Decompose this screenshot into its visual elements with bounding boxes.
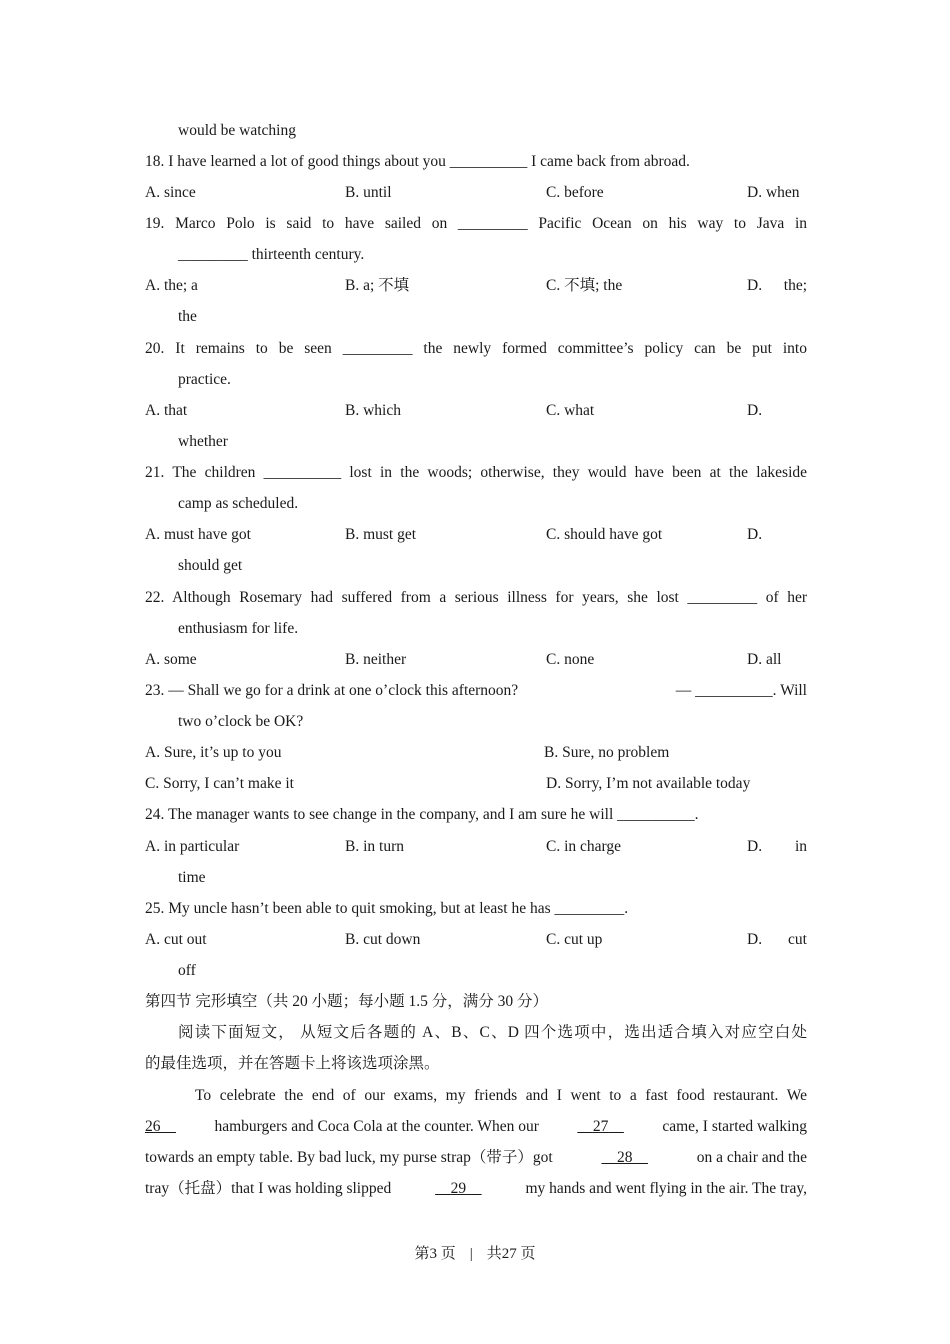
passage-text: my hands and went flying in the air. The tray, [525,1180,807,1197]
passage-text: on a chair and the [696,1149,807,1166]
question-20: 20. It remains to be seen _________ the newly formed committee’s policy can be put into [145,340,807,357]
q20-option-c: C. what [546,402,595,419]
q18-option-c: C. before [546,184,604,201]
q18-option-a: A. since [145,184,196,201]
q24-option-b: B. in turn [345,838,404,855]
question-19-cont: _________ thirteenth century. [178,246,365,263]
question-22: 22. Although Rosemary had suffered from a serious illness for years, she lost _________ of her [145,589,807,606]
blank-27: 27 [592,1118,609,1135]
question-23-reply: — __________. Will [675,682,807,699]
q20-option-d-continued: whether [178,433,228,450]
q21-option-b: B. must get [345,526,417,543]
q22-option-c: C. none [546,651,595,668]
question-21-cont: camp as scheduled. [178,495,299,512]
q19-option-d-continued: the [178,308,197,325]
q23-option-d: D. Sorry, I’m not available today [546,775,751,792]
passage-text: came, I started walking [662,1118,807,1135]
q19-option-d: D. the; [747,277,807,294]
q22-option-d: D. all [747,651,782,668]
q20-option-a: A. that [145,402,188,419]
q25-option-c: C. cut up [546,931,603,948]
footer-divider: | [469,1246,473,1262]
q25-option-d: D. cut [747,931,807,948]
q22-option-b: B. neither [345,651,407,668]
question-22-cont: enthusiasm for life. [178,620,299,637]
passage-text: towards an empty table. By bad luck, my purse strap（带子）got [145,1149,553,1166]
q25-option-d-continued: off [178,962,196,979]
q19-option-c: C. 不填; the [546,277,623,294]
q22-option-a: A. some [145,651,197,668]
q23-option-c: C. Sorry, I can’t make it [145,775,294,792]
passage-text: hamburgers and Coca Cola at the counter. When our [214,1118,539,1135]
passage-line-1: To celebrate the end of our exams, my friends and I went to a fast food restaurant. We [195,1087,807,1104]
question-23-cont: two o’clock be OK? [178,713,304,730]
q24-option-c: C. in charge [546,838,622,855]
q21-option-d: D. [747,526,763,543]
section-4-instructions-cont: 的最佳选项，并在答题卡上将该选项涂黑。 [145,1055,440,1072]
q24-option-a: A. in particular [145,838,240,855]
section-4-instructions: 阅读下面短文， 从短文后各题的 A、B、C、D 四个选项中，选出适合填入对应空白处 [178,1024,807,1041]
q18-option-d: D. when [747,184,800,201]
passage-line-4 [145,1179,807,1199]
page-number: 第3 页 [414,1246,456,1262]
q25-option-a: A. cut out [145,931,207,948]
q20-option-d: D. [747,402,763,419]
q17-option-d-continued: would be watching [178,122,296,139]
q23-option-a: A. Sure, it’s up to you [145,744,282,761]
q19-option-a: A. the; a [145,277,198,294]
question-20-cont: practice. [178,371,231,388]
passage-line-3 [145,1148,807,1168]
passage-line-2 [145,1117,807,1137]
section-4-title: 第四节 完形填空（共 20 小题；每小题 1.5 分，满分 30 分） [145,993,549,1010]
q19-option-b: B. a; 不填 [345,277,410,294]
blank-26: 26 [145,1118,161,1135]
q23-option-b: B. Sure, no problem [544,744,670,761]
question-24: 24. The manager wants to see change in the company, and I am sure he will __________. [145,806,699,823]
q24-option-d: D. in [747,838,807,855]
passage-text: tray（托盘）that I was holding slipped [145,1180,392,1197]
q18-option-b: B. until [345,184,392,201]
q21-option-d-continued: should get [178,557,243,574]
q25-option-b: B. cut down [345,931,421,948]
q21-option-c: C. should have got [546,526,663,543]
q20-option-b: B. which [345,402,401,419]
question-19: 19. Marco Polo is said to have sailed on _________ Pacific Ocean on his way to Java in [145,215,807,232]
page-total: 共27 页 [486,1246,536,1262]
blank-29: 29 [450,1180,467,1197]
page-footer [0,1244,950,1264]
question-25: 25. My uncle hasn’t been able to quit smoking, but at least he has _________. [145,900,629,917]
q21-option-a: A. must have got [145,526,251,543]
question-21: 21. The children __________ lost in the woods; otherwise, they would have been at the lakeside [145,464,807,481]
question-18: 18. I have learned a lot of good things about you __________ I came back from abroad. [145,153,690,170]
blank-28: 28 [616,1149,633,1166]
q24-option-d-continued: time [178,869,206,886]
question-23: 23. — Shall we go for a drink at one o’clock this afternoon? [145,682,519,699]
